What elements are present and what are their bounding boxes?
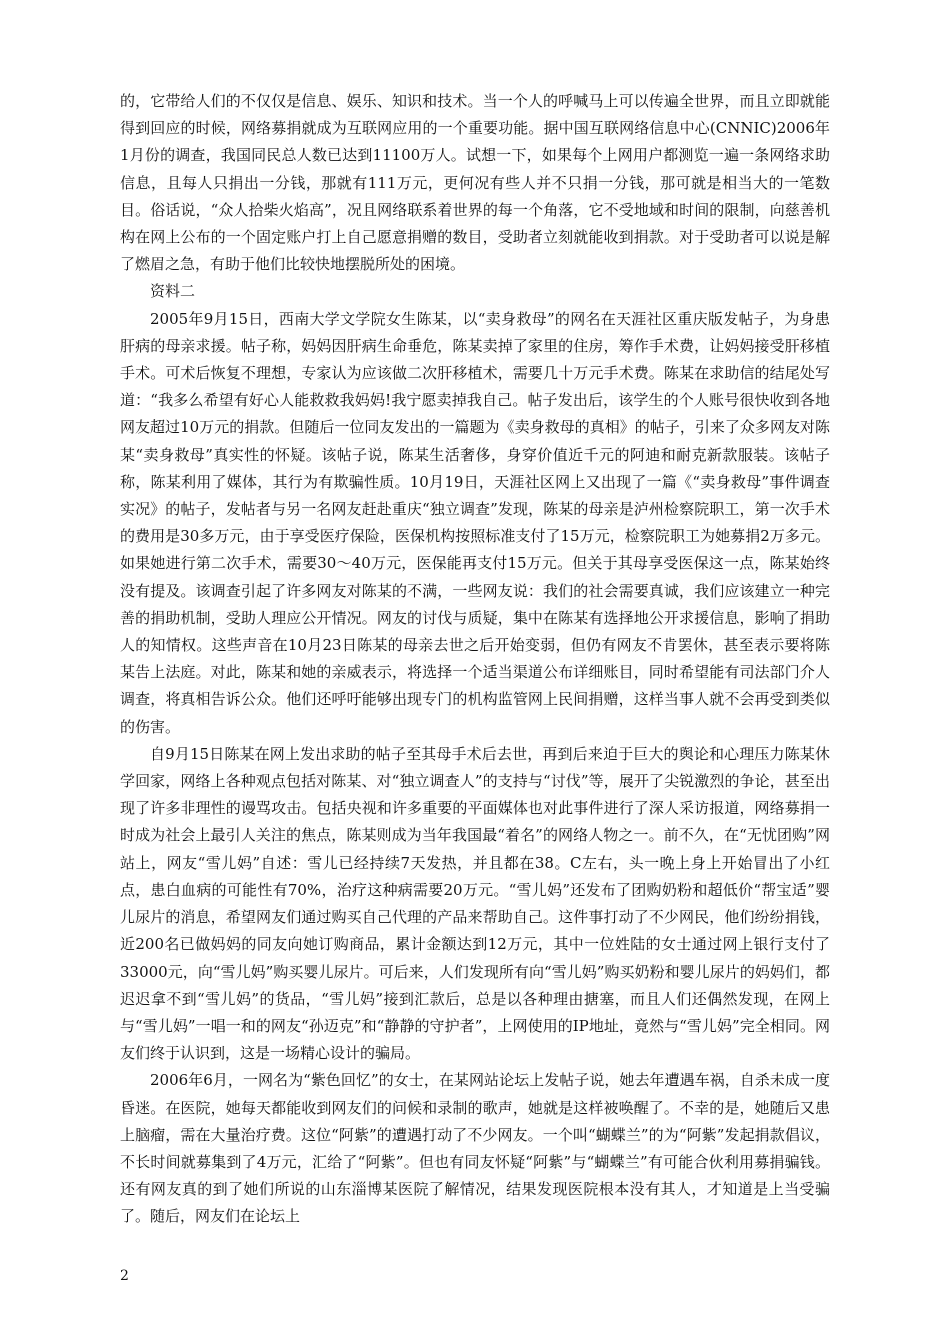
paragraph: 2005年9月15日，西南大学文学院女生陈某，以“卖身救母”的网名在天涯社区重庆版发帖子，为身患肝病的母亲求援。帖子称，妈妈因肝病生命垂危，陈某卖掉了家里的住房，筹作手术费，让妈妈接受肝移植手术。可术后恢复不理想，专家认为应该做二次肝移植术，需要几十万元手术费。陈某在求助信的结尾处写道：“我多么希望有好心人能救救我妈妈!我宁愿卖掉我自己。帖子发出后，该学生的个人账号很快收到各地网友超过10万元的捐款。但随后一位同友发出的一篇题为《卖身救母的真相》的帖子，引来了众多网友对陈某“卖身救母”真实性的怀疑。该帖子说，陈某生活奢侈，身穿价值近千元的阿迪和耐克新款服装。该帖子称，陈某利用了媒体，其行为有欺骗性质。10月19日，天涯社区网上又出现了一篇《“卖身救母”事件调查实况》的帖子，发帖者与另一名网友赶赴重庆“独立调查”发现，陈某的母亲是泸州检察院职工，第一次手术的费用是30多万元，由于享受医疗保险，医保机构按照标准支付了15万元，检察院职工为她募捐2万多元。如果她进行第二次手术，需要30～40万元，医保能再支付15万元。但关于其母享受医保这一点，陈某始终没有提及。该调查引起了许多网友对陈某的不满，一些网友说：我们的社会需要真诚，我们应该建立一种完善的捐助机制，受助人理应公开情况。网友的讨伐与质疑，集中在陈某有选择地公开求援信息，影响了捐助人的知情权。这些声音在10月23日陈某的母亲去世之后开始变弱，但仍有网友不肯罢休，甚至表示要将陈某告上法庭。对此，陈某和她的亲威表示，将选择一个适当渠道公布详细账目，同时希望能有司法部门介人调查，将真相告诉公众。他们还呼吁能够出现专门的机构监管网上民间捐赠，这样当事人就不会再受到类似的伤害。 (120, 309, 830, 736)
paragraph: 自9月15日陈某在网上发出求助的帖子至其母手术后去世，再到后来迫于巨大的舆论和心理压力陈某休学回家，网络上各种观点包括对陈某、对“独立调查人”的支持与“讨伐”等，展开了尖锐激烈的争论，甚至出现了许多非理性的谩骂攻击。包括央视和许多重要的平面媒体也对此事件进行了深人采访报道，网络募捐一时成为社会上最引人关注的焦点，陈某则成为当年我国最“着名”的网络人物之一。前不久，在“无忧团购”网站上，网友“雪儿妈”自述：雪儿已经持续7天发热，并且都在38。C左右，头一晚上身上开始冒出了小红点，患白血病的可能性有70%，治疗这种病需要20万元。“雪儿妈”还发布了团购奶粉和超低价“帮宝适”婴儿尿片的消息，希望网友们通过购买自己代理的产品来帮助自己。这件事打动了不少网民，他们纷纷捐钱，近200名已做妈妈的同友向她订购商品，累计金额达到12万元，其中一位姓陆的女士通过网上银行支付了33000元，向“雪儿妈”购买婴儿尿片。可后来，人们发现所有向“雪儿妈”购买奶粉和婴儿尿片的妈妈们，都迟迟拿不到“雪儿妈”的货品，“雪儿妈”接到汇款后，总是以各种理由搪塞，而且人们还偶然发现，在网上与“雪儿妈”一唱一和的网友“孙迈克”和“静静的守护者”，上网使用的IP地址，竟然与“雪儿妈”完全相同。网友们终于认识到，这是一场精心设计的骗局。 (120, 744, 830, 1063)
page-number: 2 (120, 1268, 129, 1284)
paragraph: 2006年6月，一网名为“紫色回忆”的女士，在某网站论坛上发帖子说，她去年遭遇车祸，自杀未成一度昏迷。在医院，她每天都能收到网友们的问候和录制的歌声，她就是这样被唤醒了。不幸的是，她随后又患上脑瘤，需在大量治疗费。这位“阿紫”的遭遇打动了不少网友。一个叫“蝴蝶兰”的为“阿紫”发起捐款倡议，不长时间就募集到了4万元，汇给了“阿紫”。但也有同友怀疑“阿紫”与“蝴蝶兰”有可能合伙利用募捐骗钱。还有网友真的到了她们所说的山东淄博某医院了解情况，结果发现医院根本没有其人，才知道是上当受骗了。随后，网友们在论坛上 (120, 1071, 830, 1226)
paragraph-continued: 的，它带给人们的不仅仅是信息、娱乐、知识和技术。当一个人的呼喊马上可以传遍全世界，而且立即就能得到回应的时候，网络募捐就成为互联网应用的一个重要功能。据中国互联网络信息中心(CNNIC)2006年1月份的调查，我国同民总人数已达到11100万人。试想一下，如果每个上网用户都测览一遍一条网络求助信息，且每人只捐出一分钱，那就有111万元，更何况有些人并不只捐一分钱，那可就是相当大的一笔数目。俗话说，“众人拾柴火焰高”，况且网络联系着世界的每一个角落，它不受地域和时间的限制，向慈善机构在网上公布的一个固定账户打上自己愿意捐赠的数目，受助者立刻就能收到捐款。对于受助者可以说是解了燃眉之急，有助于他们比较快地摆脱所处的困境。 (120, 92, 830, 274)
section-heading: 资料二 (150, 282, 196, 301)
body-text (120, 88, 830, 1231)
